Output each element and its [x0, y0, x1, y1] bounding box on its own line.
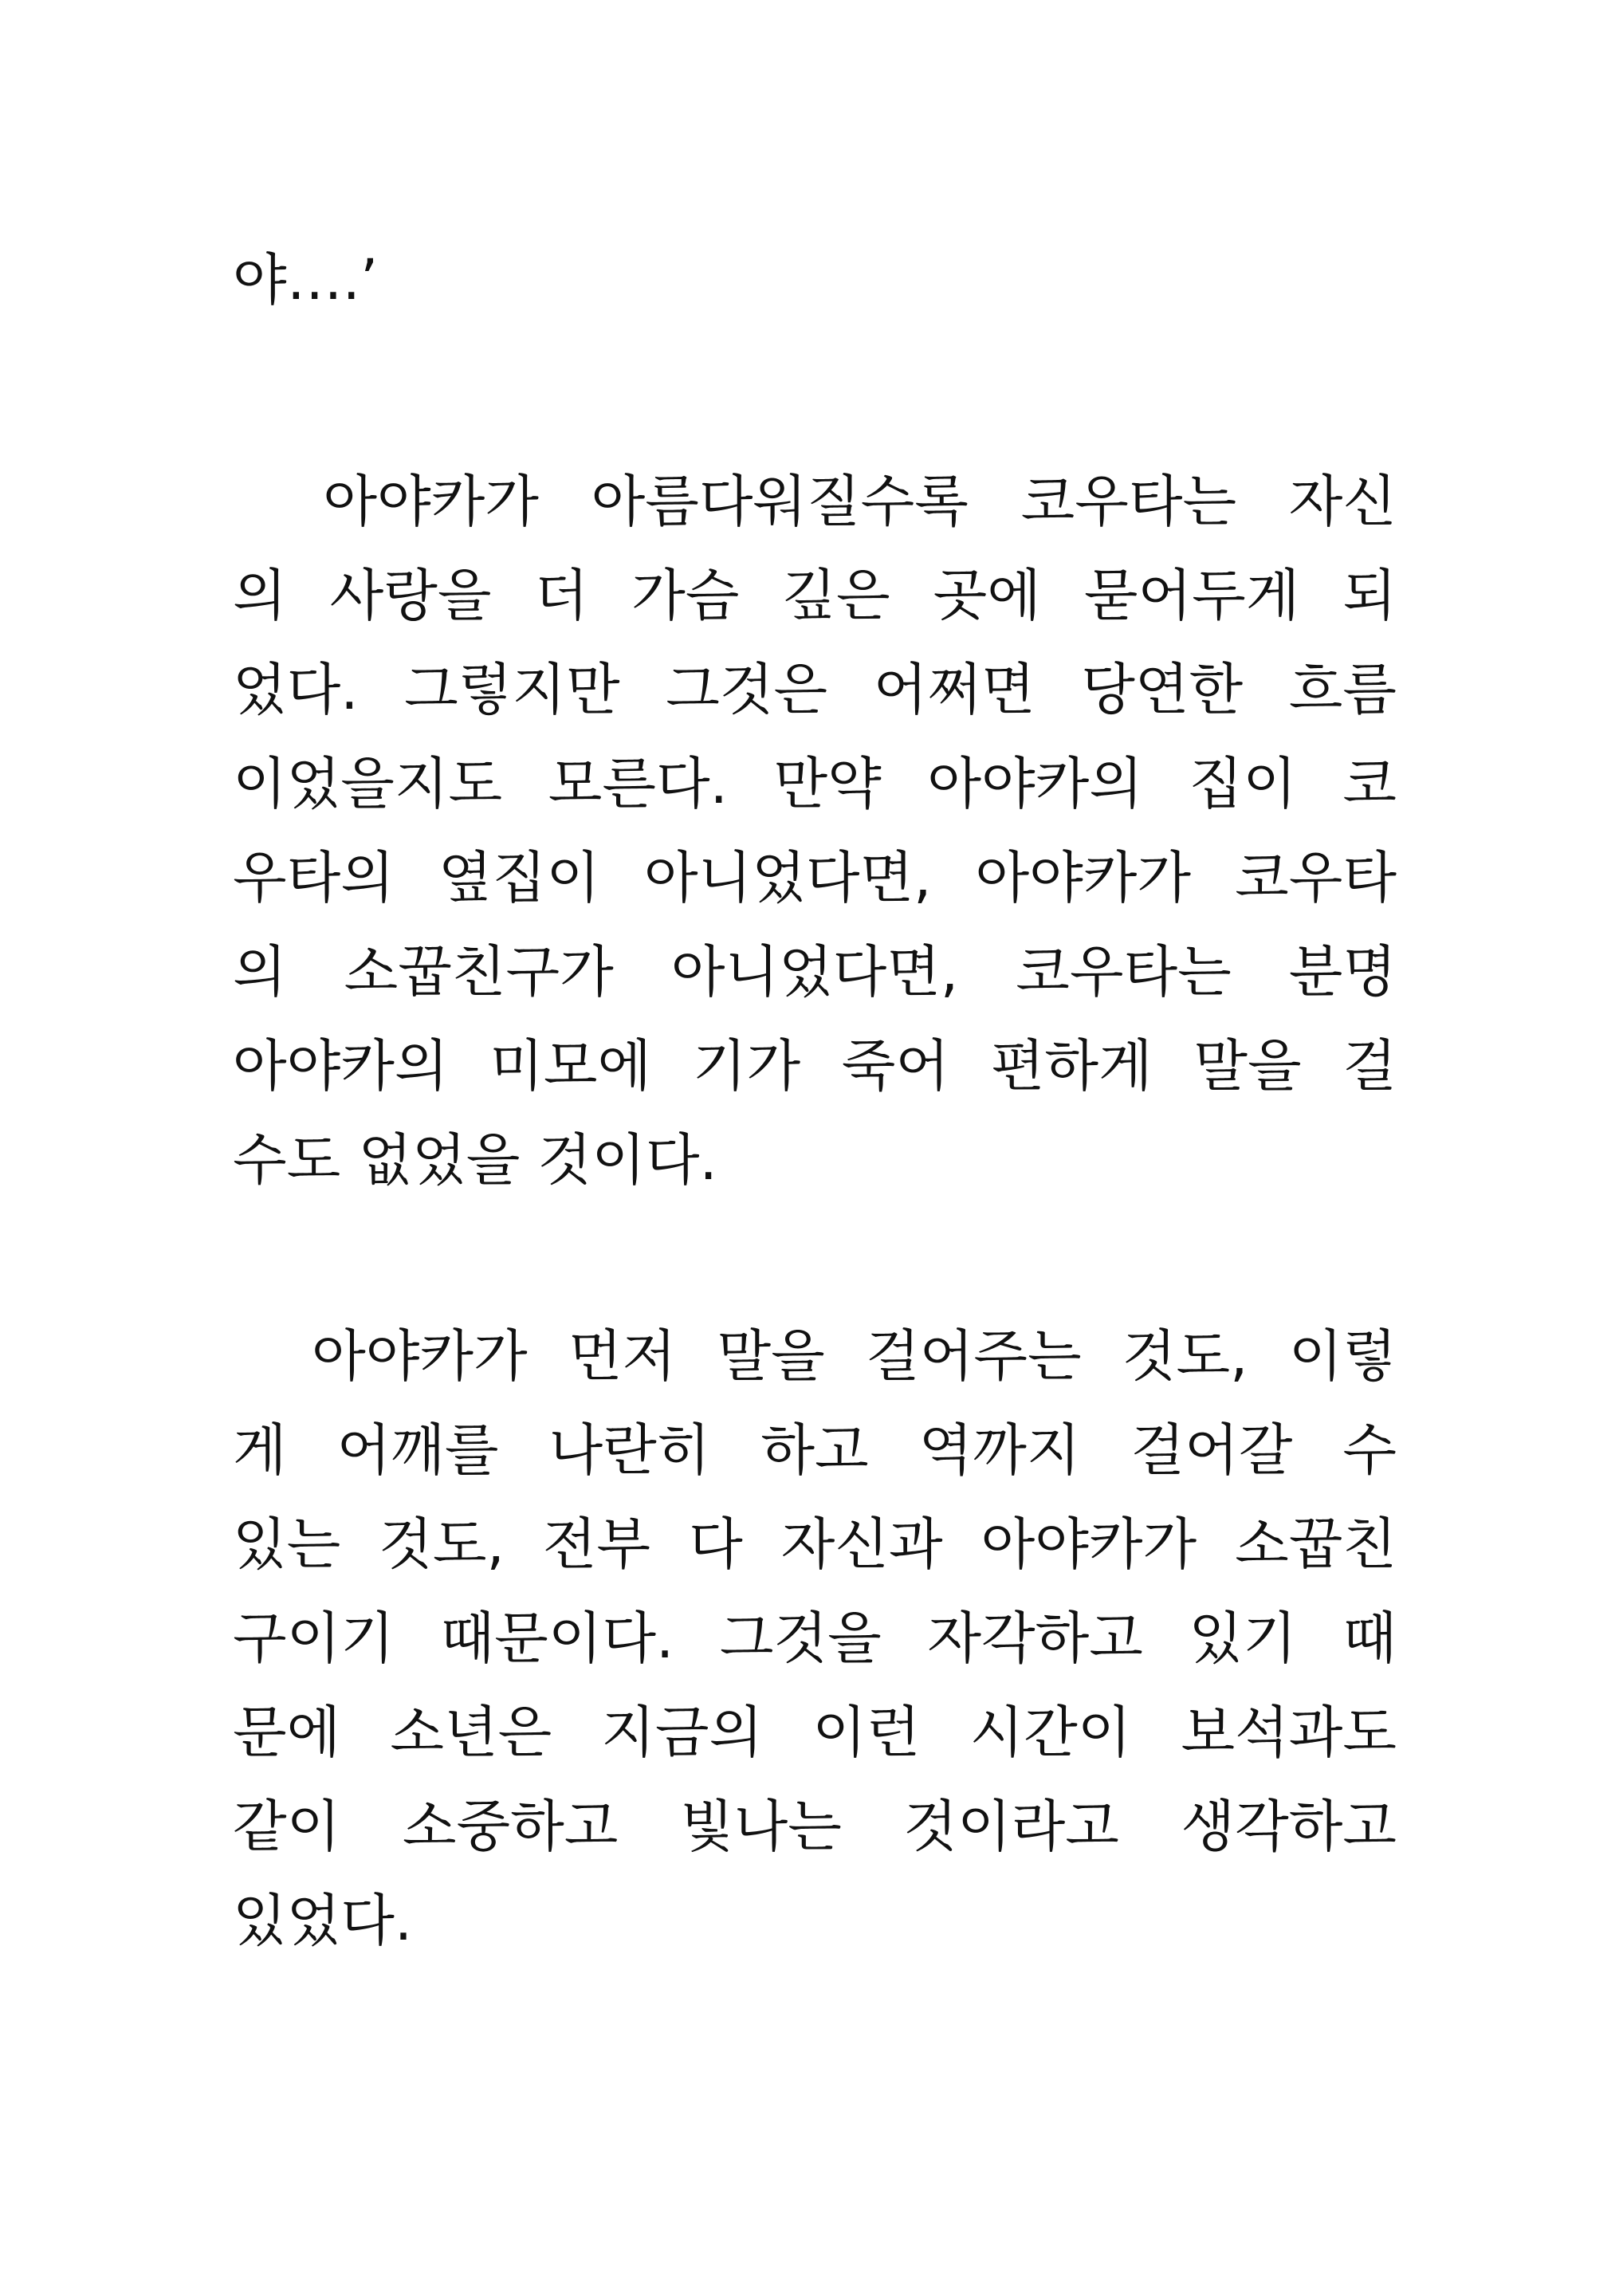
paragraph-line: 었다. 그렇지만 그것은 어쩌면 당연한 흐름: [233, 657, 1397, 722]
paragraph-line: 있었다.: [233, 1888, 413, 1953]
paragraph-line: 문에 소년은 지금의 이런 시간이 보석과도: [233, 1700, 1397, 1765]
opening-line: 야….’: [233, 247, 379, 313]
paragraph-line: 아야카가 먼저 말을 걸어주는 것도, 이렇: [233, 1323, 1397, 1389]
paragraph-line: 의 소꿉친구가 아니었다면, 코우타는 분명: [233, 939, 1397, 1005]
paragraph-line: 수도 없었을 것이다.: [233, 1127, 717, 1193]
paragraph-line: 구이기 때문이다. 그것을 자각하고 있기 때: [233, 1606, 1397, 1671]
paragraph-line: 우타의 옆집이 아니었다면, 아야카가 코우타: [233, 845, 1397, 910]
paragraph-line: 있는 것도, 전부 다 자신과 아야카가 소꿉친: [233, 1512, 1397, 1577]
paragraph-line: 아야카가 아름다워질수록 코우타는 자신: [233, 469, 1397, 534]
paragraph-line: 의 사랑을 더 가슴 깊은 곳에 묻어두게 되: [233, 563, 1397, 628]
paragraph-line: 이었을지도 모른다. 만약 아야카의 집이 코: [233, 751, 1397, 816]
paragraph-line: 게 어깨를 나란히 하고 역까지 걸어갈 수: [233, 1417, 1397, 1483]
paragraph-line: 아야카의 미모에 기가 죽어 편하게 말을 걸: [233, 1033, 1397, 1099]
paragraph-line: 같이 소중하고 빛나는 것이라고 생각하고: [233, 1794, 1397, 1859]
